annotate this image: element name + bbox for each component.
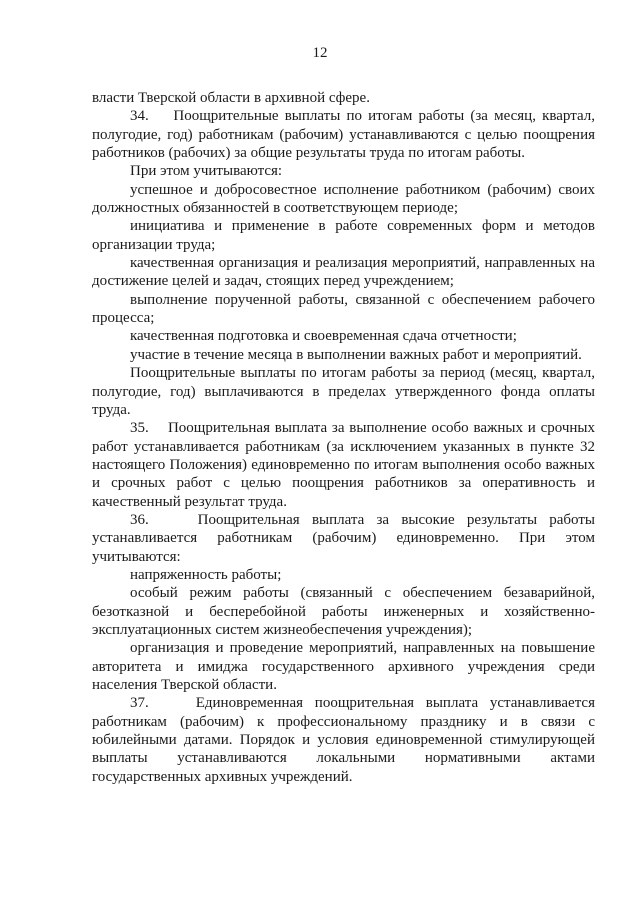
- paragraph-item-37: 37. Единовременная поощрительная выплата устанавливается работникам (рабочим) к профессиональному празднику и в связи с юбилейными датами. Порядок и условия единовременной стимулирующей выплаты устанавливаются локальными нормативными актами государственных архивных учреждений.: [92, 695, 595, 785]
- criteria-list-item: напряженность работы;: [130, 566, 282, 583]
- document-body: [92, 89, 595, 786]
- criteria-list-item: качественная подготовка и своевременная сдача отчетности;: [130, 328, 517, 345]
- paragraph-item-35: 35. Поощрительная выплата за выполнение особо важных и срочных работ устанавливается работникам (за исключением указанных в пункте 32 настоящего Положения) единовременно по итогам выполнения особо важных и срочных работ с целью поощрения работников за оперативность и качественный результат труда.: [92, 420, 595, 510]
- page-number: 12: [312, 45, 328, 61]
- paragraph-payment-period: Поощрительные выплаты по итогам работы за период (месяц, квартал, полугодие, год) выплачиваются в пределах утвержденного фонда оплаты труда.: [92, 365, 595, 418]
- criteria-list-item: организация и проведение мероприятий, направленных на повышение авторитета и имиджа государственного архивного учреждения среди населения Тверской области.: [92, 640, 595, 693]
- paragraph-item-34: 34. Поощрительные выплаты по итогам работы (за месяц, квартал, полугодие, год) работникам (рабочим) устанавливаются с целью поощрения работников (рабочих) за общие результаты труда по итогам работы.: [92, 108, 595, 162]
- criteria-list-item: участие в течение месяца в выполнении важных работ и мероприятий.: [130, 346, 582, 363]
- criteria-list-item: выполнение порученной работы, связанной с обеспечением рабочего процесса;: [92, 291, 595, 327]
- paragraph-item-36: 36. Поощрительная выплата за высокие результаты работы устанавливается работникам (рабочим) единовременно. При этом учитываются:: [92, 511, 595, 565]
- criteria-list-item: качественная организация и реализация мероприятий, направленных на достижение целей и задач, стоящих перед учреждением;: [92, 255, 595, 290]
- paragraph-criteria-intro: При этом учитываются:: [130, 163, 283, 180]
- paragraph-continuation: власти Тверской области в архивной сфере.: [92, 90, 370, 106]
- criteria-list-item: инициатива и применение в работе современных форм и методов организации труда;: [92, 218, 595, 253]
- criteria-list-item: особый режим работы (связанный с обеспечением безаварийной, безотказной и бесперебойной работы инженерных и хозяйственно-эксплуатационных систем жизнеобеспечения учреждения);: [92, 585, 595, 638]
- criteria-list-item: успешное и добросовестное исполнение работником (рабочим) своих должностных обязанностей в соответствующем периоде;: [92, 181, 595, 217]
